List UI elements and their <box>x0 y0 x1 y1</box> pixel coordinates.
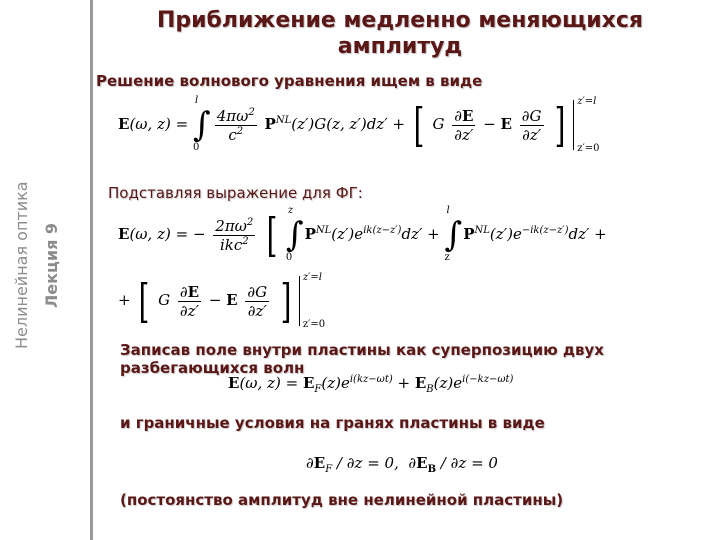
slide-title: Приближение медленно меняющихся амплитуд <box>156 8 644 59</box>
formula-solution: E(ω, z) = l ∫ 0 $\frac{4\pi\omega^2}{c^2}$ $P^{NL}(z')G(z$, z′)dz′ + [ G $\frac{\partial E}{\partial z'}$ − E $\frac{\partial G}{\partial z'}$ ] z′=l z′=0 <box>118 100 614 150</box>
text-solution-form: Решение волнового уравнения ищем в виде <box>96 72 483 90</box>
text-substitution: Подставляя выражение для ФГ: <box>108 184 363 202</box>
lecture-number: Лекция 9 <box>42 222 61 308</box>
side-caption <box>8 175 80 355</box>
formula-boundary: $\partial E_F / \partial z = 0$, $\partial E_B / \partial z = 0$ <box>306 454 498 475</box>
formula-two-waves: E(ω, $z) = E_F(z)e^{i(kz-\omega t)} + E_B(z)e^{i(-kz-\omega t)}$ <box>228 374 514 395</box>
text-boundary-conditions: и граничные условия на гранях пластины в виде <box>120 414 545 432</box>
formula-green-substitution-cont: + [ G $\frac{\partial E}{\partial z'}$ − E $\frac{\partial G}{\partial z'}$ ] z′=l z′=0 <box>118 276 340 326</box>
text-superposition: Записав поле внутри пластины как суперпозицию двух разбегающихся волн <box>120 341 604 377</box>
course-name: Нелинейная оптика <box>12 181 31 349</box>
text-constant-amplitudes: (постоянство амплитуд вне нелинейной пластины) <box>120 491 564 509</box>
side-divider <box>90 0 93 540</box>
formula-green-substitution: E(ω, z) = − $\frac{2\pi\omega^2}{ikc^2}$ [ z ∫ 0 $P^{NL}(z')e^{ik(z-z')}dz'$ + l ∫ z $P^{NL}(z')e^{-ik(z-z')}dz'$ + <box>118 205 607 263</box>
